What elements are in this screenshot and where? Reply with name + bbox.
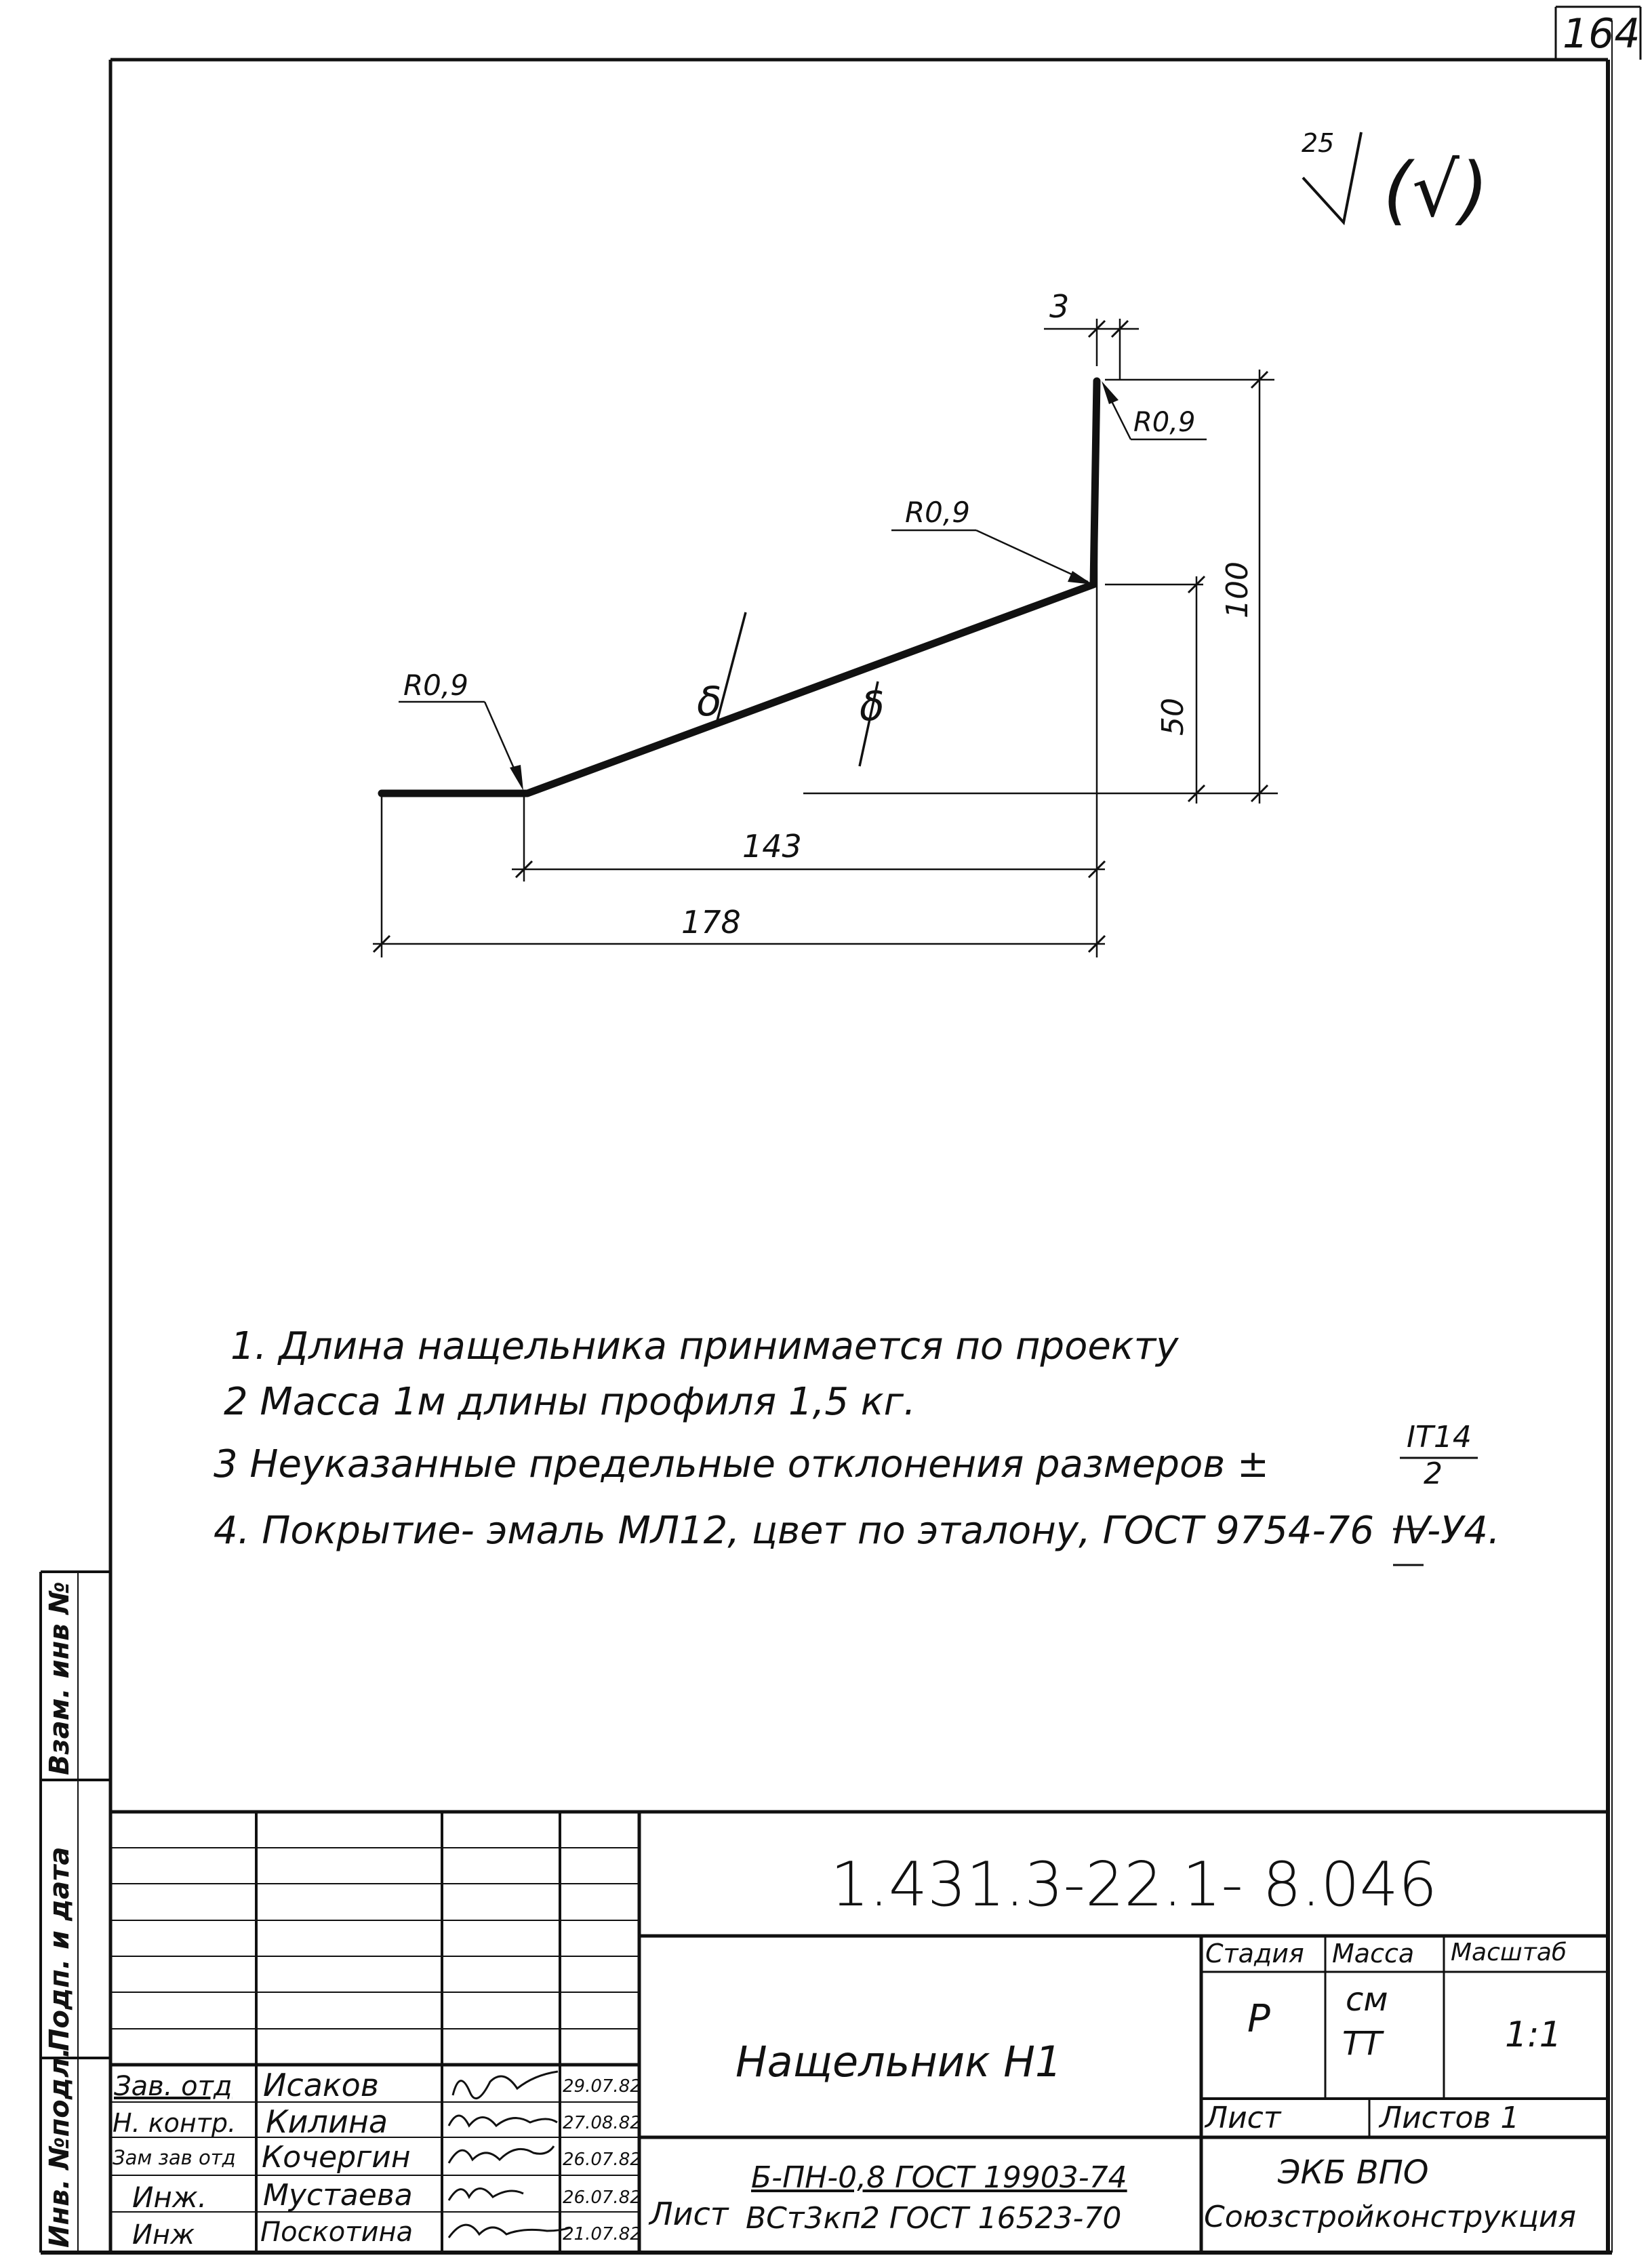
staff-name: Мустаева	[263, 2178, 413, 2213]
roughness-mark: (√)	[1383, 146, 1489, 233]
signatures	[449, 2072, 571, 2238]
staff-date: 21.07.82	[563, 2224, 641, 2244]
dim-length-total: 178	[681, 904, 741, 940]
sheets-count: Листов 1	[1379, 2101, 1520, 2135]
stage-value: Р	[1247, 1997, 1270, 2041]
staff-role: Н. контр.	[113, 2108, 237, 2138]
thickness-label-1: δ	[697, 678, 722, 726]
thickness-markers	[717, 612, 878, 766]
staff-name: Килина	[266, 2103, 388, 2140]
side-stamp-signature-date: Подп. и дата	[44, 1846, 75, 2051]
dim-height-step: 50	[1156, 698, 1190, 736]
header-scale: Масштаб	[1451, 1939, 1567, 1966]
dim-radius-left: R0,9	[403, 669, 468, 702]
staff-date: 26.07.82	[563, 2187, 641, 2208]
staff-name: Исаков	[263, 2067, 379, 2103]
signature-poskotina	[449, 2225, 571, 2238]
roughness-value: 25	[1302, 128, 1335, 158]
dim-length-inner: 143	[742, 828, 802, 865]
note-4: 4. Покрытие- эмаль МЛ12, цвет по эталону, ГОСТ 9754-76	[214, 1509, 1374, 1553]
sheet-label: Лист	[1205, 2101, 1281, 2135]
signature-kilina	[449, 2116, 557, 2126]
designation: 1.431.3-22.1- 8.046	[830, 1849, 1438, 1920]
note-1: 1. Длина нащельника принимается по проекту	[230, 1324, 1179, 1368]
staff-role: Инж.	[132, 2181, 207, 2214]
scale-value: 1:1	[1505, 2015, 1562, 2055]
mass-value-line1: см	[1346, 1981, 1388, 2019]
material-prefix: Лист	[649, 2196, 729, 2232]
organization-line2: Союзстройконструкция	[1204, 2200, 1576, 2234]
header-mass: Масса	[1332, 1939, 1415, 1968]
note-4-suffix: IV-У4.	[1393, 1509, 1500, 1553]
header-stage: Стадия	[1205, 1939, 1304, 1968]
dim-radius-mid: R0,9	[905, 496, 970, 529]
dim-radius-top: R0,9	[1133, 407, 1196, 438]
note-3-denominator: 2	[1424, 1457, 1443, 1491]
organization-line1: ЭКБ ВПО	[1278, 2154, 1429, 2192]
staff-date: 26.07.82	[563, 2150, 641, 2170]
staff-role: Зам зав отд	[113, 2146, 236, 2169]
radius-arrowheads	[510, 381, 1119, 791]
staff-role: Инж	[132, 2219, 195, 2251]
staff-name: Поскотина	[260, 2217, 414, 2248]
note-3-numerator: IT14	[1407, 1420, 1472, 1454]
dim-height-total: 100	[1220, 561, 1255, 618]
page-number: 164	[1563, 10, 1640, 58]
staff-date: 29.07.82	[563, 2076, 641, 2097]
side-stamp-orig-inv: Инв. №подл.	[44, 2047, 75, 2248]
staff-role: Зав. отд	[114, 2071, 233, 2102]
dim-top-offset: 3	[1049, 288, 1070, 325]
mass-value-line2: ТТ	[1342, 2025, 1382, 2063]
signature-mustaeva	[449, 2189, 523, 2201]
part-name: Нащельник Н1	[736, 2037, 1062, 2086]
signature-kochergin	[449, 2146, 554, 2163]
material-line2: ВСт3кп2 ГОСТ 16523-70	[746, 2201, 1122, 2236]
staff-date: 27.08.82	[563, 2113, 641, 2133]
side-stamp-inv-no: Взам. инв №	[44, 1581, 75, 1775]
staff-name: Кочергин	[262, 2140, 411, 2175]
signature-isakov	[453, 2072, 558, 2099]
note-3: 3 Неуказанные предельные отклонения размеров ±	[214, 1442, 1269, 1486]
material-line1: Б-ПН-0,8 ГОСТ 19903-74	[751, 2160, 1127, 2195]
part-profile	[382, 381, 1097, 793]
thickness-label-2: δ	[860, 683, 885, 730]
note-2: 2 Масса 1м длины профиля 1,5 кг.	[224, 1380, 916, 1424]
